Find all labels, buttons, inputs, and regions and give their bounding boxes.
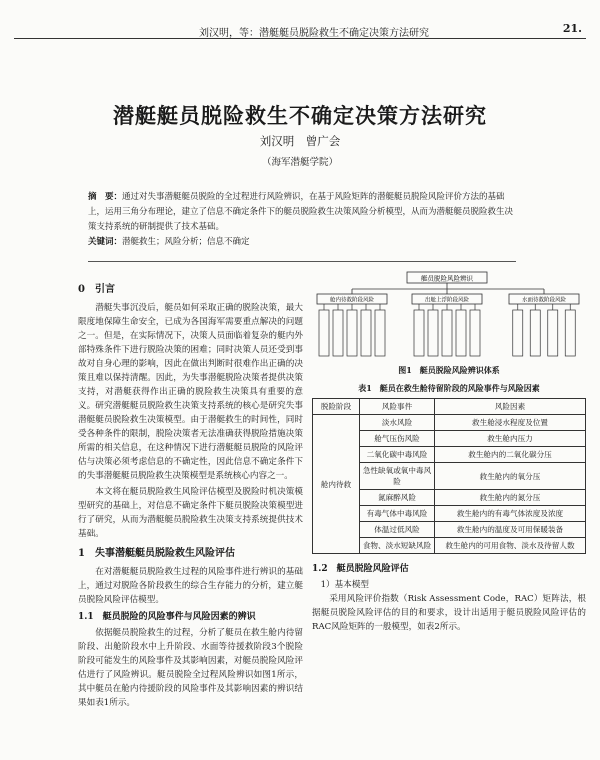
fig-stage-label-2: 出舱上浮阶段风险 xyxy=(424,297,470,304)
risk-event-cell: 体温过低风险 xyxy=(360,522,435,538)
risk-factor-cell: 救生舱内的有毒气体浓度及浓度 xyxy=(435,506,586,522)
section-1-2-heading: 1.2 艇员脱险风险评估 xyxy=(312,564,409,574)
header-event: 风险事件 xyxy=(360,399,435,415)
fig-leaf-box xyxy=(565,310,575,356)
abstract-text: 通过对失事潜艇艇员脱险的全过程进行风险辨识，在基于风险矩阵的潜艇艇员脱险风险评价方法的基础上，运用三角分布理论，建立了信息不确定条件下的艇员脱险救生决策风险分析模型，从而为潜艇艇员脱险救生决策支持系统的研制提供了技术基础。 xyxy=(88,192,514,232)
header-factor: 风险因素 xyxy=(435,399,586,415)
section-1-2-paragraph: 采用风险评价指数（Risk Assessment Code，RAC）矩阵法，根据艇员脱险风险评估的目的和要求，设计出适用于艇员脱险风险评估的RAC风险矩阵的一般模型，如表2所示。 xyxy=(312,594,586,632)
subsection-basic-model: 1）基本模型 xyxy=(320,580,370,590)
risk-factor-cell: 救生舱内压力 xyxy=(435,431,586,447)
fig-leaf-box xyxy=(347,310,357,356)
intro-paragraph-2: 本文将在艇员脱险救生风险评估模型及脱险时机决策模型研究的基础上，对信息不确定条件下艇员脱险决策模型进行了研究，从而为潜艇艇员脱险救生决策支持系统提供技术基础。 xyxy=(78,487,303,539)
section-1-heading: 1 失事潜艇艇员脱险救生风险评估 xyxy=(78,548,235,559)
fig-leaf-box xyxy=(375,310,385,356)
risk-factor-cell: 救生舱内的可用食物、淡水及待留人数 xyxy=(435,538,586,554)
fig-leaf-box xyxy=(333,310,343,356)
section-0-heading: 0 引言 xyxy=(78,284,115,295)
fig-leaf-box xyxy=(530,310,540,356)
table-1-body xyxy=(313,415,586,554)
risk-event-cell: 急性缺氧或氧中毒风险 xyxy=(360,463,435,490)
abstract xyxy=(88,190,518,250)
figure-1-caption: 图1 艇员脱险风险辨识体系 xyxy=(398,365,500,375)
table-row xyxy=(313,415,586,431)
fig-top-label: 艇员脱险风险辨识 xyxy=(421,274,473,283)
abstract-separator xyxy=(88,261,516,262)
left-column xyxy=(78,277,303,712)
risk-event-cell: 淡水风险 xyxy=(360,415,435,431)
risk-event-cell: 食物、淡水短缺风险 xyxy=(360,538,435,554)
header-stage: 脱险阶段 xyxy=(313,399,360,415)
page-number: 21. xyxy=(562,22,582,35)
figure-1-diagram xyxy=(312,270,586,360)
section-1-1-paragraph: 依据艇员脱险救生的过程，分析了艇员在救生舱内待留阶段、出舱阶段水中上升阶段、水面等待援救阶段3个脱险阶段可能发生的风险事件及其影响因素，对艇员脱险风险评估进行了风险辨识。艇员脱险全过程风险辨识如图1所示，其中艇员在舱内待援阶段的风险事件及其影响因素的辨识结果如表1所示。 xyxy=(78,628,303,708)
fig-leaf-box xyxy=(470,310,480,356)
figure-1-svg xyxy=(312,270,586,360)
fig-leaf-box xyxy=(319,310,329,356)
abstract-label: 摘 要： xyxy=(88,192,123,202)
keywords: 潜艇救生；风险分析；信息不确定 xyxy=(122,237,250,247)
intro-paragraph-1: 潜艇失事沉没后，艇员如何采取正确的脱险决策，最大限度地保障生命安全，已成为各国海军需要重点解决的问题之一。但是，在实际情况下，决策人员面临着复杂的艇内外部特殊条件下进行脱险决策的困难；同时决策人员还受到事故对自身心理的影响，因此在做出判断时很难作出正确的决策且难以保持清醒。因此，为失事潜艇脱险决策者提供决策支持，对潜艇获得作出正确的脱险救生决策具有重要的意义。研究潜艇艇员脱险救生决策支持系统的核心是研究失事潜艇艇员脱险救生决策模型。由于潜艇救生的时间性，同时受各种条件的限制，脱险决策者无法准确获得脱险措施决策所需的相关信息，在这种情况下进行潜艇艇员脱险的风险评估与决策必须考虑信息的不确定性，因此信息不确定条件下的失事潜艇艇员脱险救生决策模型是系统核心内容之一。 xyxy=(78,303,303,481)
table-1 xyxy=(312,398,586,554)
fig-stage-label-3: 水面待救阶段风险 xyxy=(521,297,567,304)
fig-leaf-box xyxy=(442,310,452,356)
stage-cell: 舱内待救 xyxy=(313,415,360,554)
fig-leaf-box xyxy=(548,310,558,356)
running-title: 刘汉明，等：潜艇艇员脱险救生不确定决策方法研究 xyxy=(199,28,429,39)
authors: 刘汉明 曾广会 xyxy=(259,134,341,148)
risk-event-cell: 二氧化碳中毒风险 xyxy=(360,447,435,463)
table-1-caption: 表1 艇员在救生舱待留阶段的风险事件与风险因素 xyxy=(358,383,540,393)
table-header-row xyxy=(313,399,586,415)
risk-event-cell: 舱气压伤风险 xyxy=(360,431,435,447)
right-column xyxy=(312,270,586,636)
paper-title: 潜艇艇员脱险救生不确定决策方法研究 xyxy=(113,103,487,128)
section-1-1-heading: 1.1 艇员脱险的风险事件与风险因素的辨识 xyxy=(78,612,256,622)
fig-leaf-box xyxy=(361,310,371,356)
risk-event-cell: 有毒气体中毒风险 xyxy=(360,506,435,522)
running-header xyxy=(14,10,586,39)
risk-factor-cell: 救生舱内的氧分压 xyxy=(435,463,586,490)
affiliation: （海军潜艇学院） xyxy=(261,157,338,168)
risk-event-cell: 氮麻醉风险 xyxy=(360,490,435,506)
risk-factor-cell: 救生舱内的温度及可用保暖装备 xyxy=(435,522,586,538)
section-1-paragraph: 在对潜艇艇员脱险救生过程的风险事件进行辨识的基础上，通过对脱险各阶段救生的综合生存能力的分析，建立艇员脱险风险评估模型。 xyxy=(78,567,303,605)
fig-leaf-boxes xyxy=(319,304,575,356)
risk-factor-cell: 救生舱内的氮分压 xyxy=(435,490,586,506)
fig-leaf-box xyxy=(513,310,523,356)
fig-leaf-box xyxy=(456,310,466,356)
risk-factor-cell: 救生舱浸水程度及位置 xyxy=(435,415,586,431)
fig-stage-label-1: 舱内待救阶段风险 xyxy=(329,297,375,304)
risk-factor-cell: 救生舱内的二氧化碳分压 xyxy=(435,447,586,463)
fig-leaf-box xyxy=(428,310,438,356)
fig-leaf-box xyxy=(414,310,424,356)
keywords-label: 关键词： xyxy=(88,237,123,247)
